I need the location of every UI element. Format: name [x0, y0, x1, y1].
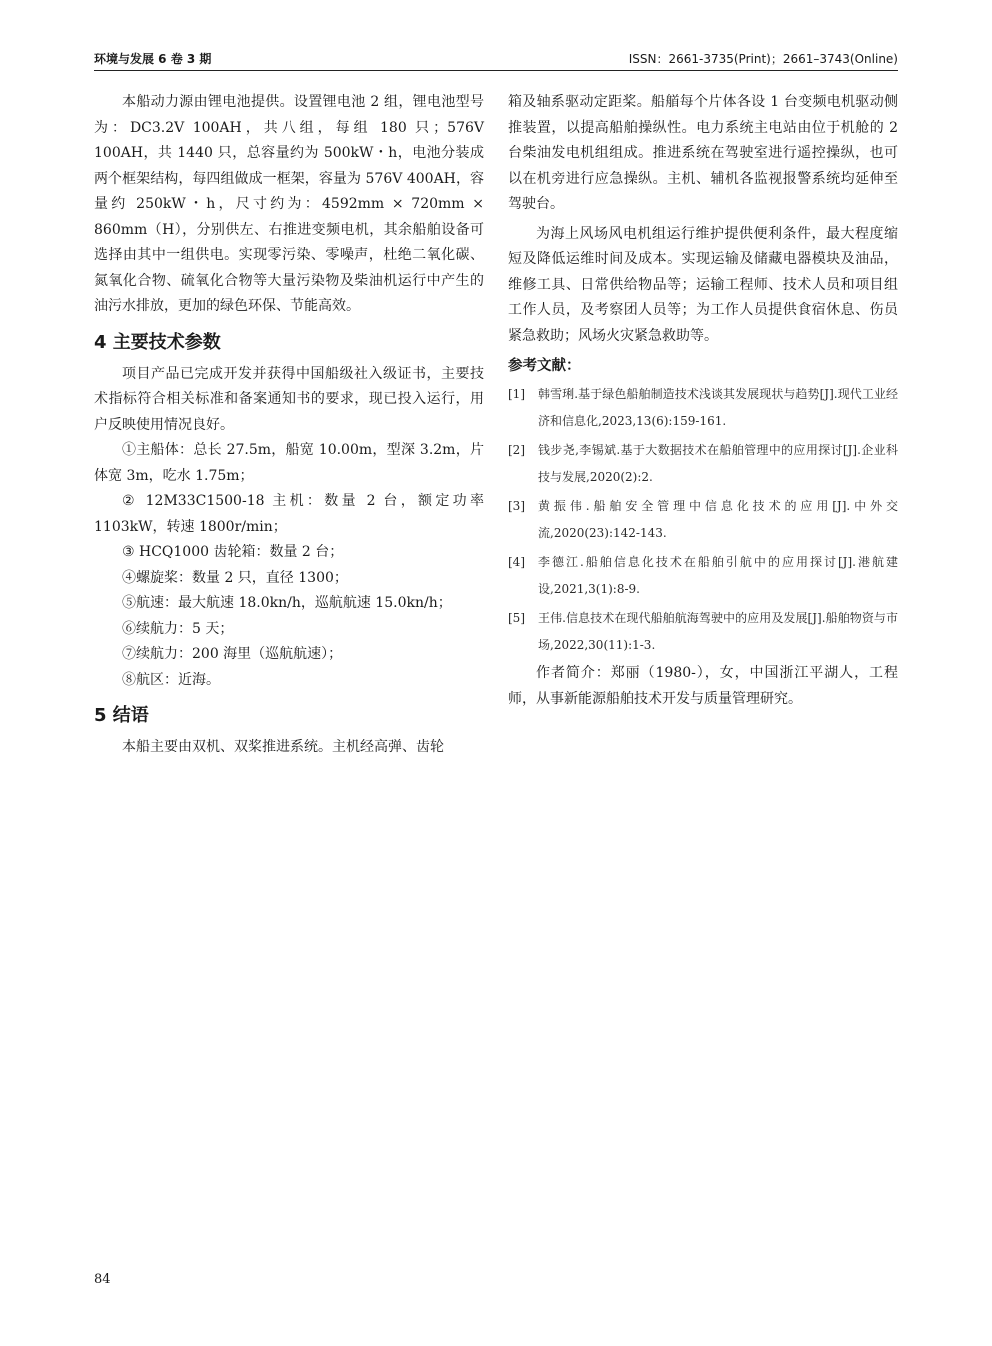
parameter-list — [94, 438, 484, 693]
header-divider — [94, 70, 898, 71]
parameter-item: ⑤航速：最大航速 18.0kn/h，巡航航速 15.0kn/h； — [122, 595, 452, 611]
parameter-item: ⑥续航力：5 天； — [122, 620, 234, 637]
parameter-item: ③ HCQ1000 齿轮箱：数量 2 台； — [122, 544, 344, 560]
left-column — [94, 90, 484, 761]
reference-number: [1] — [508, 387, 525, 401]
reference-text: 钱步尧,李锡斌.基于大数据技术在船舶管理中的应用探讨[J].企业科技与发展,2020(2):2. — [538, 443, 898, 484]
reference-number: [4] — [508, 555, 525, 569]
parameter-item: ①主船体：总长 27.5m，船宽 10.00m，型深 3.2m，片体宽 3m，吃水 1.75m； — [94, 442, 484, 484]
issn-text: ISSN：2661-3735(Print)；2661–3743(Online) — [628, 52, 898, 66]
reference-number: [3] — [508, 499, 525, 513]
reference-item — [508, 381, 898, 435]
references-title: 参考文献： — [508, 358, 581, 374]
reference-number: [5] — [508, 611, 525, 625]
parameter-item: ④螺旋桨：数量 2 只，直径 1300； — [122, 569, 348, 586]
purpose-paragraph: 为海上风场风电机组运行维护提供便利条件，最大程度缩短及降低运维时间及成本。实现运输及储藏电器模块及油品，维修工具、日常供给物品等；运输工程师、技术人员和项目组工作人员，及考察团人员等；为工作人员提供食宿休息、伤员紧急救助；风场火灾紧急救助等。 — [508, 225, 898, 344]
section-4-title: 4 主要技术参数 — [94, 331, 221, 353]
parameter-item: ② 12M33C1500-18 主机：数量 2 台，额定功率 1103kW，转速 1800r/min； — [94, 493, 484, 535]
journal-title: 环境与发展 6 卷 3 期 — [94, 52, 212, 66]
parameter-item: ⑦续航力：200 海里（巡航航速）； — [122, 646, 343, 662]
reference-text: 李德江.船舶信息化技术在船舶引航中的应用探讨[J].港航建设,2021,3(1):8-9. — [538, 555, 898, 596]
reference-item — [508, 493, 898, 547]
right-column — [508, 90, 898, 712]
parameter-item: ⑧航区：近海。 — [122, 671, 220, 688]
reference-item — [508, 437, 898, 491]
running-header — [94, 50, 898, 68]
page-number: 84 — [94, 1272, 111, 1287]
reference-item — [508, 549, 898, 603]
reference-text: 黄振伟.船舶安全管理中信息化技术的应用[J].中外交流,2020(23):142-143. — [538, 499, 898, 540]
reference-item — [508, 605, 898, 659]
reference-number: [2] — [508, 443, 525, 457]
reference-text: 王伟.信息技术在现代船舶航海驾驶中的应用及发展[J].船舶物资与市场,2022,30(11):1-3. — [538, 611, 898, 652]
conclusion-paragraph-start: 本船主要由双机、双桨推进系统。主机经高弹、齿轮 — [122, 739, 444, 755]
reference-text: 韩雪琍.基于绿色船舶制造技术浅谈其发展现状与趋势[J].现代工业经济和信息化,2023,13(6):159-161. — [538, 387, 898, 428]
section-5-title: 5 结语 — [94, 705, 149, 726]
battery-paragraph: 本船动力源由锂电池提供。设置锂电池 2 组，锂电池型号为：DC3.2V 100AH，共八组，每组 180 只；576V 100AH，共 1440 只，总容量约为 500kW・h，电池分装成两个框架结构，每四组做成一框架，容量为 576V 400AH，容量约 250kW・h，尺寸约为：4592mm × 720mm × 860mm（H），分别供左、右推进变频电机，其余船舶设备可选择由其中一组供电。实现零污染、零噪声，杜绝二氧化碳、氮氧化合物、硫氧化合物等大量污染物及柴油机运行中产生的油污水排放，更加的绿色环保、节能高效。 — [94, 94, 484, 314]
author-bio: 作者简介：郑丽（1980-），女，中国浙江平湖人，工程师，从事新能源船舶技术开发与质量管理研究。 — [508, 665, 898, 707]
conclusion-paragraph-continued: 箱及轴系驱动定距桨。船艏每个片体各设 1 台变频电机驱动侧推装置，以提高船舶操纵性。电力系统主电站由位于机舱的 2 台柴油发电机组组成。推进系统在驾驶室进行遥控操纵，也可以在机旁进行应急操纵。主机、辅机各监视报警系统均延伸至驾驶台。 — [508, 94, 898, 212]
section-4-intro: 项目产品已完成开发并获得中国船级社入级证书，主要技术指标符合相关标准和备案通知书的要求，现已投入运行，用户反映使用情况良好。 — [94, 365, 484, 433]
reference-list — [508, 381, 898, 659]
